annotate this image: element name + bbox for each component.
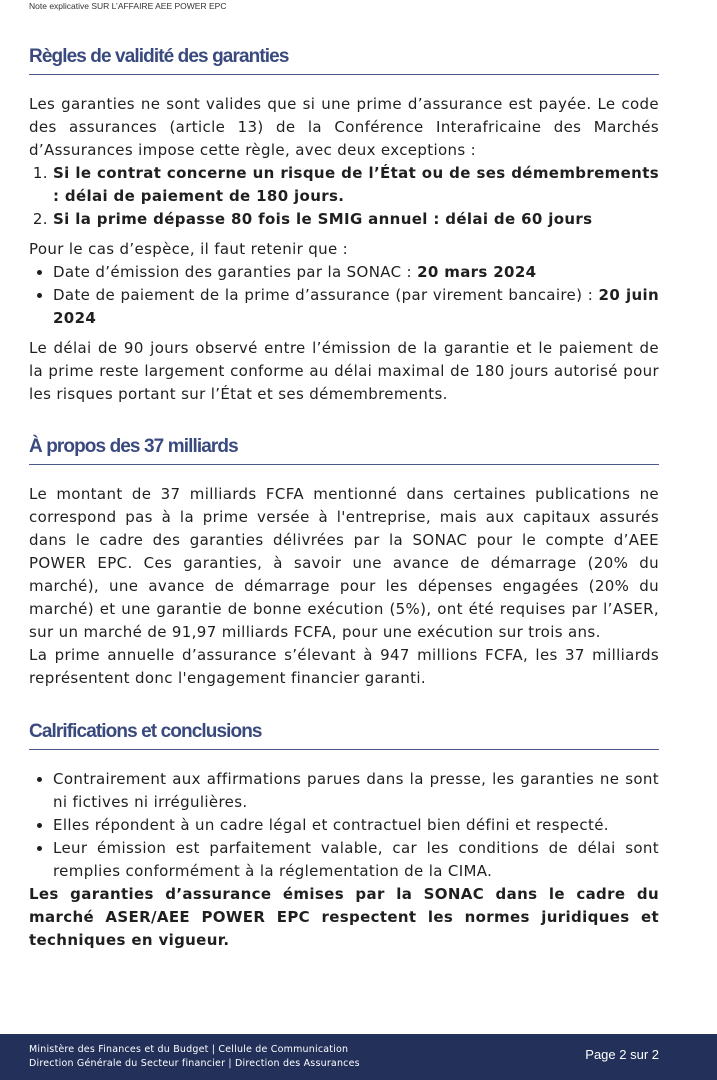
date-label: Date de paiement de la prime d’assurance (par virement bancaire) : [53,286,599,304]
date-item [53,284,659,330]
date-item [53,261,659,284]
billion-paragraph-2: La prime annuelle d’assurance s’élevant à 947 millions FCFA, les 37 milliards représentent donc l'engagement financier garanti. [29,646,659,687]
conclusion-item: • Elles répondent à un cadre légal et contractuel bien défini et respecté. [53,814,659,837]
page-number: Page 2 sur 2 [585,1047,659,1062]
conclusion-item: • Leur émission est parfaitement valable, car les conditions de délai sont remplies conformément à la réglementation de la CIMA. [53,837,659,883]
exception-text: Si le contrat concerne un risque de l’État ou de ses démembrements : délai de paiement de 180 jours. [53,164,659,205]
exception-item [53,162,659,208]
validity-intro-paragraph: Les garanties ne sont valides que si une prime d’assurance est payée. Le code des assurances (article 13) de la Conférence Interafricaine des Marchés d’Assurances impose cette règle, avec deux exceptions : [29,95,659,159]
date-value: 20 mars 2024 [417,263,537,281]
footer-line-ministry: Ministère des Finances et du Budget | Cellule de Communication [29,1044,349,1055]
conclusions-list [29,768,659,883]
section-validity-rules-body [29,93,659,406]
billion-paragraph-1: Le montant de 37 milliards FCFA mentionné dans certaines publications ne correspond pas à la prime versée à l'entreprise, mais aux capitaux assurés dans le cadre des garanties délivrées par la SONAC pour le compte d’AEE POWER EPC. Ces garanties, à savoir une avance de démarrage (20% du marché), une avance de démarrage pour les dépenses engagées (20% du marché) et une garantie de bonne exécution (5%), ont été requises par l’ASER, sur un marché de 91,97 milliards FCFA, pour une exécution sur trois ans. [29,485,659,641]
exception-text: Si la prime dépasse 80 fois le SMIG annuel : délai de 60 jours [53,210,593,228]
section-title-37-billion: À propos des 37 milliards [29,436,659,465]
final-statement [29,883,659,952]
document-header-note: Note explicative SUR L’AFFAIRE AEE POWER EPC [29,1,227,11]
case-intro-paragraph: Pour le cas d’espèce, il faut retenir que : [29,240,349,258]
section-conclusions-body [29,768,659,952]
footer-line-direction: Direction Générale du Secteur financier | Direction des Assurances [29,1058,360,1069]
validity-conclusion-paragraph: Le délai de 90 jours observé entre l’émission de la garantie et le paiement de la prime reste largement conforme au délai maximal de 180 jours autorisé pour les risques portant sur l’État et ses démembrements. [29,339,659,403]
dates-list [29,261,659,330]
section-37-billion-body [29,483,659,690]
exceptions-list [29,162,659,231]
exception-item [53,208,659,231]
conclusion-item: • Contrairement aux affirmations parues dans la presse, les garanties ne sont ni fictives ni irrégulières. [53,768,659,814]
page-footer [0,1034,717,1080]
footer-credits [29,1043,360,1071]
section-title-validity-rules: Règles de validité des garanties [29,46,659,75]
section-title-conclusions: Calrifications et conclusions [29,721,659,750]
date-label: Date d’émission des garanties par la SONAC : [53,263,418,281]
final-statement-text: Les garanties d’assurance émises par la SONAC dans le cadre du marché ASER/AEE POWER EPC respectent les normes juridiques et techniques en vigueur. [29,885,659,949]
date-value: 20 juin 2024 [53,286,659,327]
